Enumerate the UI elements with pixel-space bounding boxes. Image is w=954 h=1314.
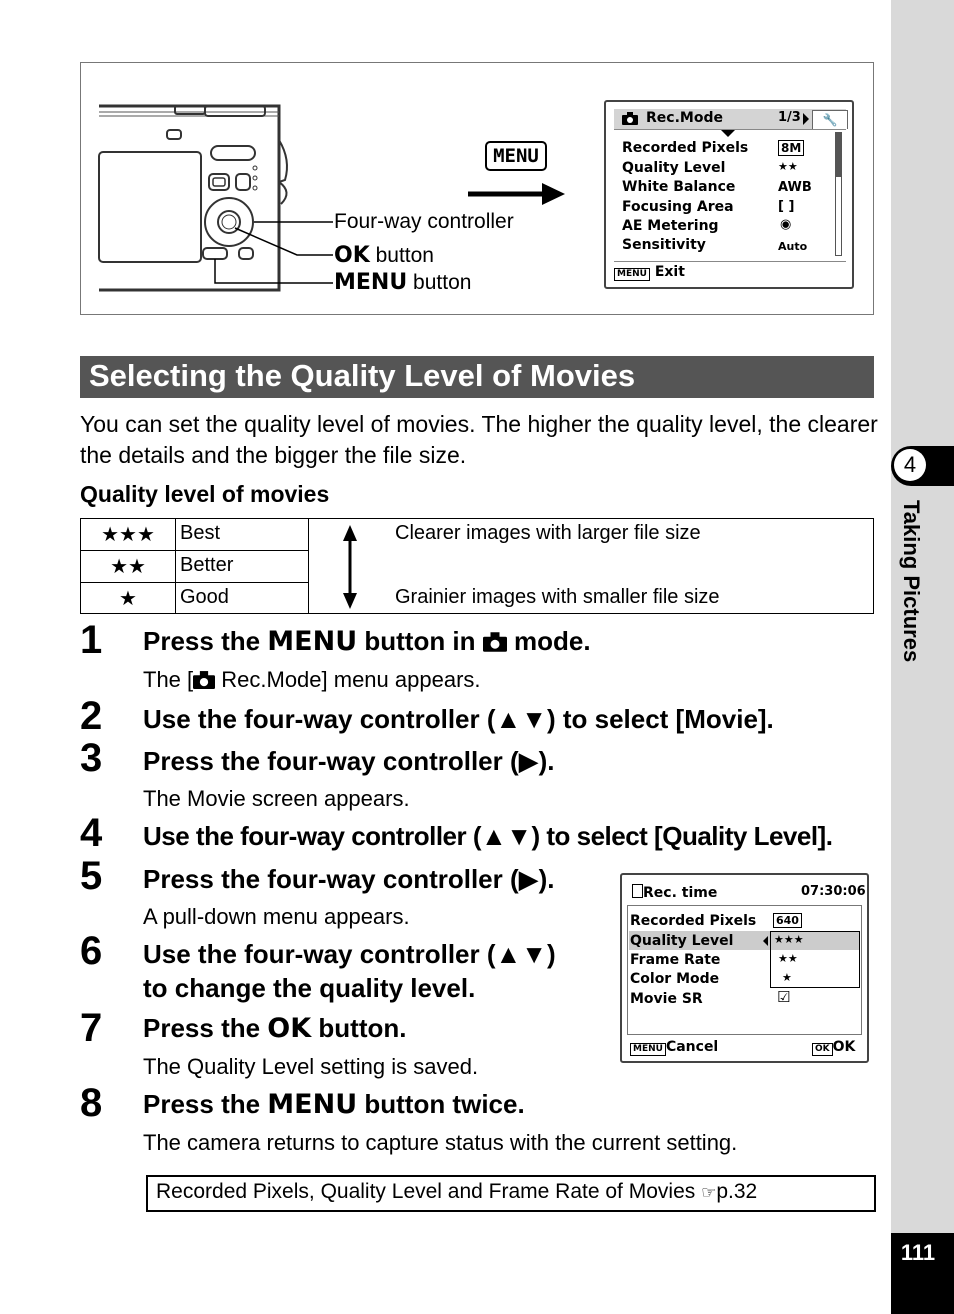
rec-mode-title: Rec.Mode bbox=[646, 110, 723, 126]
rec-time-value: 07:30:06 bbox=[801, 884, 866, 899]
ok-button-callout bbox=[334, 243, 434, 268]
movie-screen bbox=[620, 873, 869, 1063]
ok-key-icon: OK bbox=[812, 1043, 833, 1056]
rec-item-label: AE Metering bbox=[622, 218, 719, 234]
double-arrow-icon bbox=[341, 525, 359, 609]
quality-label: Best bbox=[180, 522, 221, 544]
scrollbar bbox=[835, 132, 842, 256]
intro-paragraph: You can set the quality level of movies. The higher the quality level, the clearer the details and the bigger the file size. bbox=[80, 411, 878, 468]
step-6-text: Use the four-way controller (▲▼) bbox=[143, 939, 556, 969]
step-4-text: Use the four-way controller (▲▼) to select [Quality Level]. bbox=[143, 821, 833, 851]
grainier-description: Grainier images with smaller file size bbox=[395, 586, 720, 608]
camera-back-illustration bbox=[95, 100, 335, 295]
sensitivity-value: Auto bbox=[778, 240, 808, 253]
movie-item-label: Color Mode bbox=[630, 971, 720, 987]
step-number: 3 bbox=[80, 736, 103, 780]
quality-dropdown[interactable] bbox=[770, 931, 860, 988]
movie-item-label: Movie SR bbox=[630, 991, 703, 1007]
reference-page-link[interactable]: p.32 bbox=[716, 1180, 758, 1203]
dropdown-option[interactable]: ★★ bbox=[778, 952, 798, 965]
sd-card-icon bbox=[632, 884, 643, 898]
wrench-icon: 🔧 bbox=[812, 110, 848, 129]
step-5-text: Press the four-way controller (▶). bbox=[143, 864, 555, 894]
ok-label: OK bbox=[832, 1039, 856, 1055]
step-7-text: Press the OK button. bbox=[143, 1013, 407, 1044]
clearer-description: Clearer images with larger file size bbox=[395, 522, 701, 544]
step-number: 8 bbox=[80, 1081, 103, 1125]
quality-level-table bbox=[80, 518, 874, 614]
step-number: 1 bbox=[80, 618, 103, 662]
exit-label: Exit bbox=[654, 264, 685, 280]
movie-sr-value: ☑ bbox=[777, 988, 791, 1006]
white-balance-value: AWB bbox=[778, 180, 812, 195]
rec-item-label: Quality Level bbox=[622, 160, 726, 176]
quality-stars: ★ bbox=[119, 588, 137, 610]
rec-item-label: Focusing Area bbox=[622, 199, 734, 215]
ok-key-label: OK bbox=[267, 1013, 312, 1044]
dropdown-option[interactable]: ★ bbox=[782, 971, 792, 984]
menu-key-icon: MENU bbox=[614, 268, 650, 281]
step-number: 7 bbox=[80, 1006, 103, 1050]
step-number: 2 bbox=[80, 694, 103, 738]
step-7-sub: The Quality Level setting is saved. bbox=[143, 1054, 479, 1079]
quality-level-value: ★★ bbox=[778, 160, 798, 173]
menu-button-badge: MENU bbox=[485, 141, 547, 171]
step-8-sub: The camera returns to capture status with the current setting. bbox=[143, 1130, 738, 1155]
menu-button-callout bbox=[334, 270, 471, 295]
down-pointer-icon bbox=[721, 130, 735, 137]
step-number: 5 bbox=[80, 854, 103, 898]
recorded-pixels-value: 8M bbox=[778, 140, 804, 156]
pointing-hand-icon: ☞ bbox=[701, 1183, 717, 1203]
rec-mode-screen bbox=[604, 100, 854, 289]
dropdown-option[interactable]: ★★★ bbox=[774, 933, 804, 946]
camera-icon bbox=[483, 626, 507, 656]
recorded-pixels-value: 640 bbox=[773, 913, 802, 928]
quality-stars: ★★★ bbox=[101, 524, 155, 546]
camera-icon bbox=[622, 112, 638, 125]
step-number: 6 bbox=[80, 929, 103, 973]
camera-icon bbox=[193, 667, 215, 692]
reference-text: Recorded Pixels, Quality Level and Frame Rate of Movies ☞p.32 bbox=[156, 1180, 758, 1203]
dropdown-left-icon bbox=[763, 936, 768, 946]
step-6-text-line2: to change the quality level. bbox=[143, 973, 476, 1003]
menu-key-label: MENU bbox=[334, 270, 408, 295]
section-title: Selecting the Quality Level of Movies bbox=[89, 358, 636, 393]
quality-stars: ★★ bbox=[110, 556, 146, 578]
step-1-sub: The [ Rec.Mode] menu appears. bbox=[143, 667, 481, 692]
menu-callout-suffix: button bbox=[407, 271, 472, 294]
chapter-number: 4 bbox=[894, 449, 926, 481]
rec-mode-page: 1/3 bbox=[778, 110, 801, 125]
quality-label: Better bbox=[180, 554, 234, 576]
menu-key-icon: MENU bbox=[630, 1043, 666, 1056]
step-1-text: Press the MENU button in mode. bbox=[143, 626, 591, 657]
menu-key-label: MENU bbox=[267, 626, 358, 657]
cancel-label: Cancel bbox=[665, 1039, 719, 1055]
quality-table-heading: Quality level of movies bbox=[80, 481, 330, 507]
rec-item-label: Sensitivity bbox=[622, 237, 706, 253]
ok-key-label: OK bbox=[334, 243, 370, 268]
step-3-sub: The Movie screen appears. bbox=[143, 786, 410, 811]
rec-item-label: White Balance bbox=[622, 179, 736, 195]
step-8-text: Press the MENU button twice. bbox=[143, 1089, 525, 1120]
rec-time-label: Rec. time bbox=[643, 885, 718, 901]
menu-key-label: MENU bbox=[267, 1089, 358, 1120]
movie-item-label: Quality Level bbox=[630, 933, 734, 949]
rec-item-label: Recorded Pixels bbox=[622, 140, 749, 156]
movie-item-label: Frame Rate bbox=[630, 952, 721, 968]
movie-item-label: Recorded Pixels bbox=[630, 913, 757, 929]
chapter-title: Taking Pictures bbox=[899, 500, 924, 663]
ae-metering-value: ◉ bbox=[780, 217, 792, 232]
quality-label: Good bbox=[180, 586, 229, 608]
step-5-sub: A pull-down menu appears. bbox=[143, 904, 410, 929]
focusing-area-value: [ ] bbox=[778, 199, 795, 214]
ok-callout-suffix: button bbox=[369, 244, 434, 267]
step-2-text: Use the four-way controller (▲▼) to select [Movie]. bbox=[143, 704, 774, 734]
page-number: 111 bbox=[900, 1240, 936, 1265]
four-way-controller-callout: Four-way controller bbox=[334, 210, 514, 233]
step-number: 4 bbox=[80, 811, 103, 855]
page-right-icon bbox=[803, 113, 809, 125]
right-arrow-icon bbox=[468, 180, 566, 208]
step-3-text: Press the four-way controller (▶). bbox=[143, 746, 555, 776]
